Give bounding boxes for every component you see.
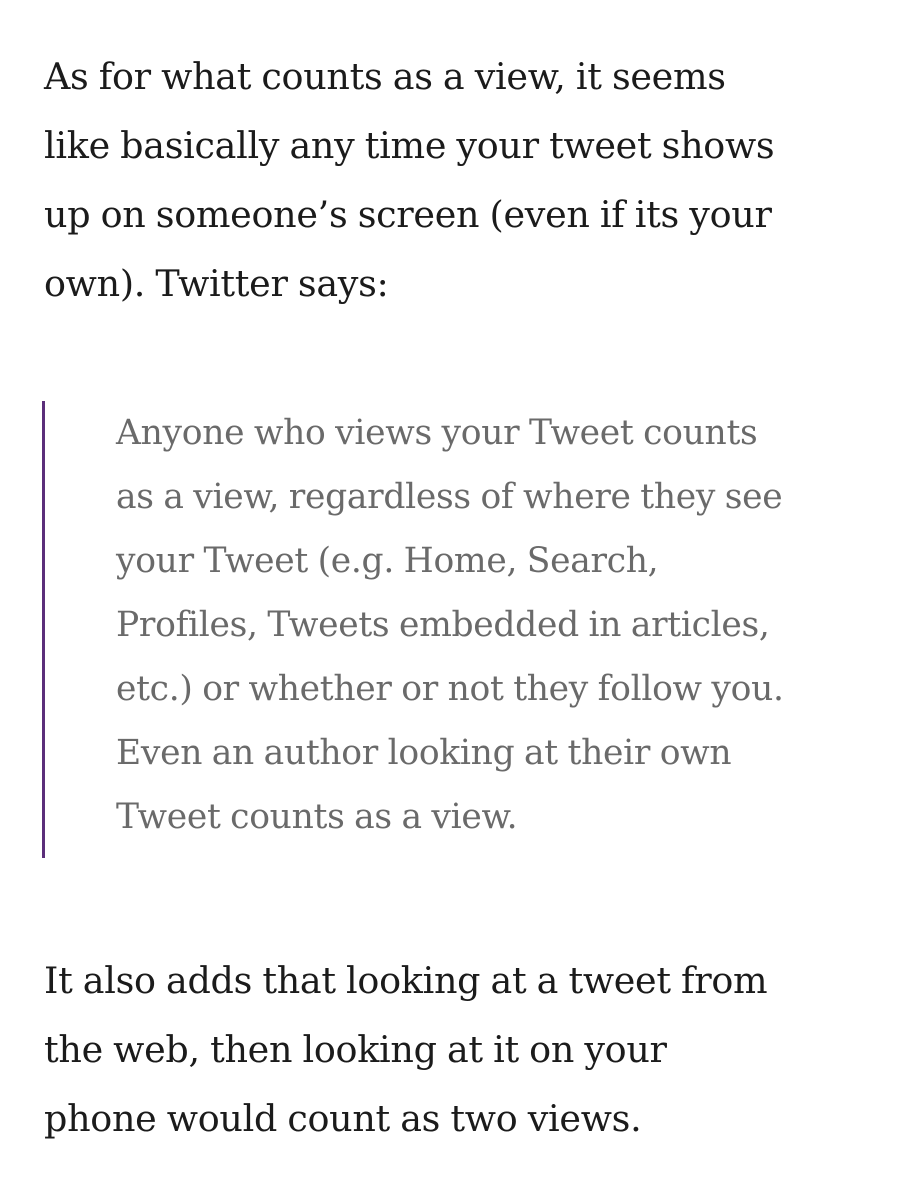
text-line: up on someone’s screen (even if its your (44, 193, 772, 236)
quote-text (116, 401, 784, 849)
text-line: own). Twitter says: (44, 262, 389, 305)
twitter-quote (42, 401, 872, 858)
quote-line: Even an author looking at their own (116, 733, 732, 773)
paragraph-intro (44, 42, 774, 318)
text-line: It also adds that looking at a tweet from (44, 959, 768, 1002)
quote-line: etc.) or whether or not they follow you. (116, 669, 784, 709)
quote-line: as a view, regardless of where they see (116, 477, 783, 517)
paragraph-conclusion (44, 946, 767, 1153)
text-line: As for what counts as a view, it seems (44, 55, 726, 98)
text-line: the web, then looking at it on your (44, 1028, 667, 1071)
quote-line: your Tweet (e.g. Home, Search, (116, 541, 659, 581)
quote-line: Anyone who views your Tweet counts (116, 413, 758, 453)
quote-accent-bar (42, 401, 45, 858)
text-line: like basically any time your tweet shows (44, 124, 775, 167)
text-line: phone would count as two views. (44, 1097, 642, 1140)
quote-line: Tweet counts as a view. (116, 797, 518, 837)
quote-line: Profiles, Tweets embedded in articles, (116, 605, 770, 645)
